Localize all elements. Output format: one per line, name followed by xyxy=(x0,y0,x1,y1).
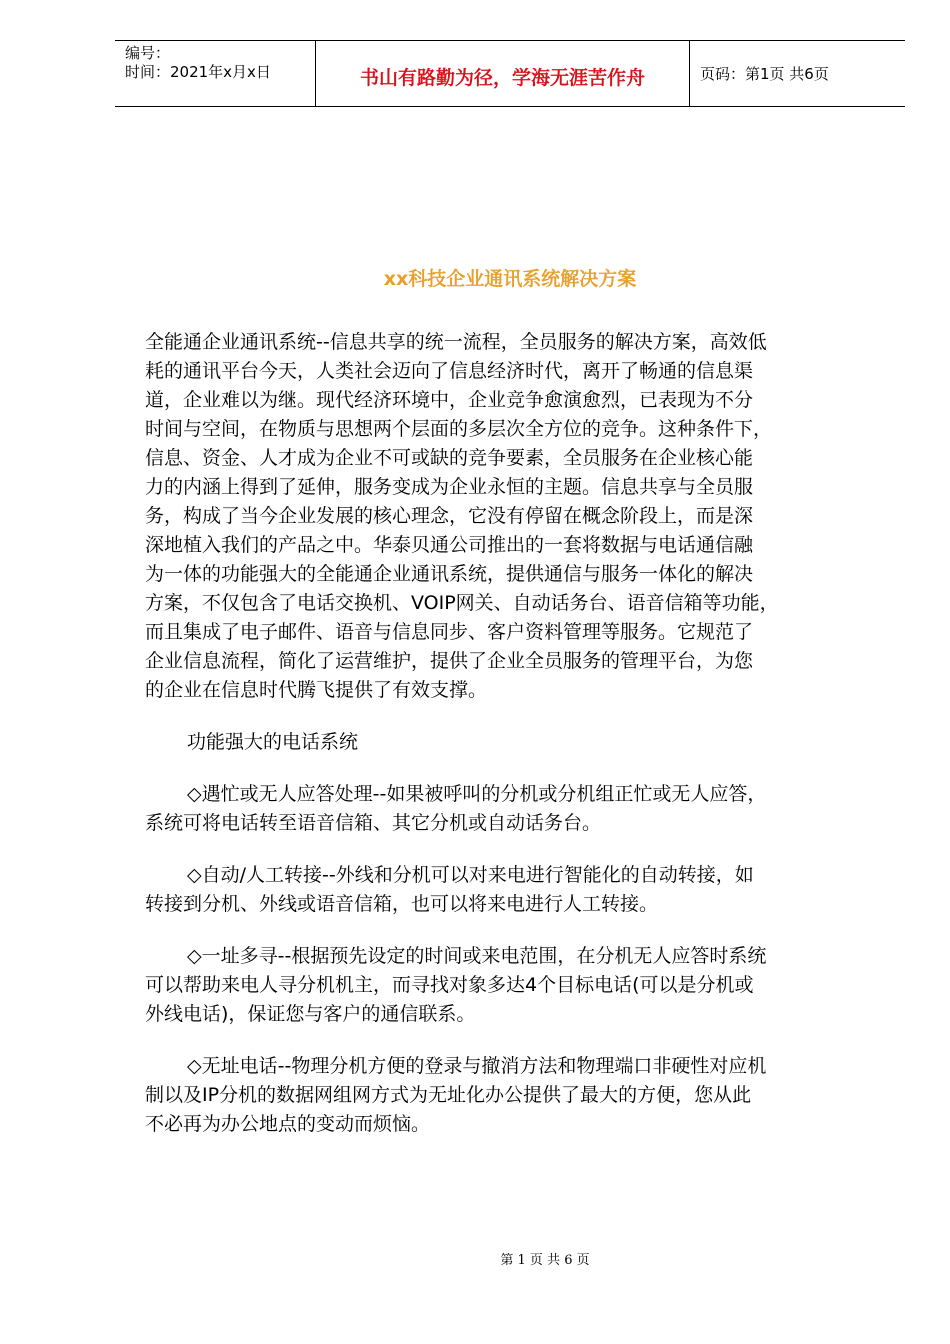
paragraph-line: ◇一址多寻--根据预先设定的时间或来电范围，在分机无人应答时系统 xyxy=(187,945,767,967)
document-body xyxy=(145,328,885,1139)
feature-paragraph-busy xyxy=(145,780,885,838)
paragraph-line: 而且集成了电子邮件、语音与信息同步、客户资料管理等服务。它规范了 xyxy=(145,621,754,643)
document-code-label: 编号： xyxy=(125,44,171,62)
paragraph-line: 耗的通讯平台今天，人类社会迈向了信息经济时代，离开了畅通的信息渠 xyxy=(145,360,754,382)
paragraph-line: ◇无址电话--物理分机方便的登录与撤消方法和物理端口非硬性对应机 xyxy=(187,1055,767,1077)
paragraph-line: 时间与空间，在物质与思想两个层面的多层次全方位的竞争。这种条件下， xyxy=(145,418,773,440)
paragraph-line: 制以及IP分机的数据网组网方式为无址化办公提供了最大的方便，您从此 xyxy=(145,1084,752,1106)
paragraph-line: 深地植入我们的产品之中。华泰贝通公司推出的一套将数据与电话通信融 xyxy=(145,534,754,556)
paragraph-line: 方案，不仅包含了电话交换机、VOIP网关、自动话务台、语音信箱等功能， xyxy=(145,592,779,614)
header-meta-cell xyxy=(115,41,316,106)
feature-paragraph-addressless xyxy=(145,1052,885,1139)
paragraph-line: 外线电话)，保证您与客户的通信联系。 xyxy=(145,1003,476,1025)
motto-text: 书山有路勤为径，学海无涯苦作舟 xyxy=(359,67,645,89)
paragraph-line: 系统可将电话转至语音信箱、其它分机或自动话务台。 xyxy=(145,812,602,834)
header-page-info: 页码：第1页 共6页 xyxy=(700,65,829,83)
header-page-cell xyxy=(690,41,905,106)
paragraph-line: 企业信息流程，简化了运营维护，提供了企业全员服务的管理平台，为您 xyxy=(145,650,754,672)
feature-paragraph-transfer xyxy=(145,861,885,919)
paragraph-line: 可以帮助来电人寻分机机主，而寻找对象多达4个目标电话(可以是分机或 xyxy=(145,974,754,996)
paragraph-line: 务，构成了当今企业发展的核心理念，它没有停留在概念阶段上，而是深 xyxy=(145,505,754,527)
paragraph-line: 不必再为办公地点的变动而烦恼。 xyxy=(145,1113,431,1135)
paragraph-line: 信息、资金、人才成为企业不可或缺的竞争要素，全员服务在企业核心能 xyxy=(145,447,754,469)
paragraph-line: 道，企业难以为继。现代经济环境中，企业竞争愈演愈烈，已表现为不分 xyxy=(145,389,754,411)
paragraph-line: 转接到分机、外线或语音信箱，也可以将来电进行人工转接。 xyxy=(145,893,659,915)
header-motto-cell xyxy=(316,41,690,106)
paragraph-line: 的企业在信息时代腾飞提供了有效支撑。 xyxy=(145,679,488,701)
paragraph-line: 为一体的功能强大的全能通企业通讯系统，提供通信与服务一体化的解决 xyxy=(145,563,754,585)
feature-paragraph-hunt xyxy=(145,942,885,1029)
document-title: xx科技企业通讯系统解决方案 xyxy=(383,268,637,290)
page-footer-number: 第 1 页 共 6 页 xyxy=(500,1253,590,1268)
paragraph-line: 全能通企业通讯系统--信息共享的统一流程，全员服务的解决方案，高效低 xyxy=(145,331,767,353)
page-header xyxy=(115,40,905,107)
paragraph-line: 力的内涵上得到了延伸，服务变成为企业永恒的主题。信息共享与全员服 xyxy=(145,476,754,498)
intro-paragraph xyxy=(145,328,885,705)
document-time-label: 时间：2021年x月x日 xyxy=(125,63,271,81)
paragraph-line: ◇遇忙或无人应答处理--如果被呼叫的分机或分机组正忙或无人应答， xyxy=(187,783,767,805)
paragraph-line: ◇自动/人工转接--外线和分机可以对来电进行智能化的自动转接，如 xyxy=(187,864,754,886)
section-heading: 功能强大的电话系统 xyxy=(187,731,359,753)
